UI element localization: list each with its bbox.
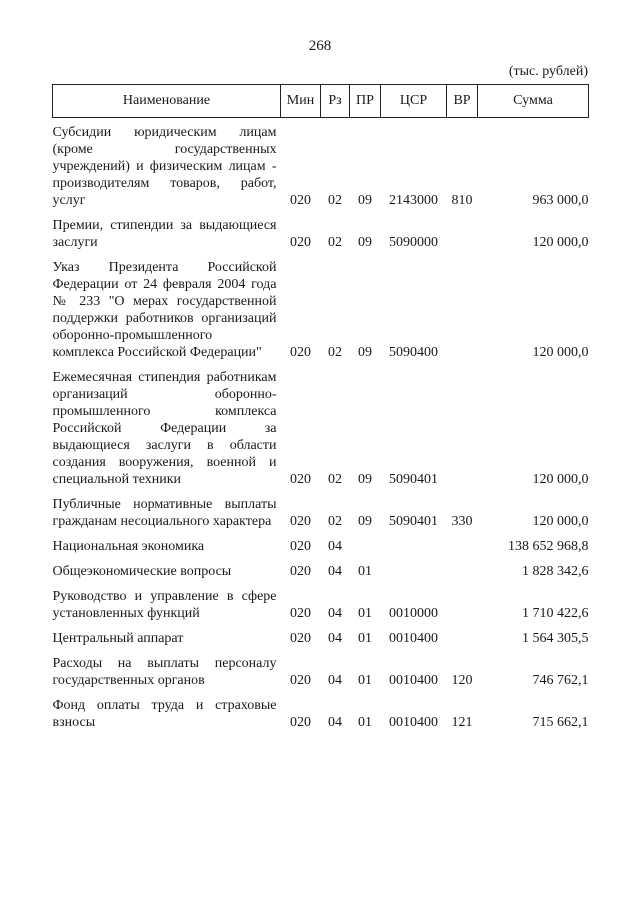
table-row (53, 532, 589, 557)
table-row (53, 624, 589, 649)
row-vr: 810 (451, 193, 473, 208)
table-row (53, 118, 589, 212)
table-row (53, 490, 589, 532)
table-row (53, 582, 589, 624)
table-row (53, 363, 589, 490)
row-pr: 09 (358, 235, 372, 250)
row-vr (447, 363, 478, 490)
row-vr (447, 211, 478, 253)
row-vr (447, 532, 478, 557)
row-csr (381, 557, 447, 582)
budget-table (52, 84, 589, 733)
row-pr: 01 (358, 564, 372, 579)
header-name: Наименование (53, 85, 281, 118)
row-min: 020 (290, 564, 311, 579)
row-name: Публичные нормативные выплаты гражданам несоциального характера (52, 497, 277, 529)
row-sum: 1 710 422,6 (522, 606, 589, 621)
header-pr: ПР (350, 85, 381, 118)
row-vr: 121 (451, 715, 473, 730)
row-sum: 963 000,0 (532, 193, 589, 208)
row-sum: 120 000,0 (532, 472, 589, 487)
row-vr: 120 (451, 673, 473, 688)
row-name: Руководство и управление в сфере установленных функций (52, 589, 277, 621)
row-rz: 04 (328, 715, 342, 730)
row-pr: 01 (358, 606, 372, 621)
row-name: Указ Президента Российской Федерации от 24 февраля 2004 года № 233 "О мерах государственной поддержки работников организаций оборонно-промышленного комплекса Российской Федерации" (52, 260, 277, 360)
row-pr: 01 (358, 631, 372, 646)
row-csr: 2143000 (389, 193, 438, 208)
table-header-row (53, 85, 589, 118)
header-csr: ЦСР (381, 85, 447, 118)
row-rz: 02 (328, 235, 342, 250)
table-row (53, 557, 589, 582)
row-csr: 5090401 (389, 514, 438, 529)
row-csr: 0010000 (389, 606, 438, 621)
row-min: 020 (290, 235, 311, 250)
row-name: Расходы на выплаты персоналу государственных органов (52, 656, 277, 688)
row-pr: 01 (358, 715, 372, 730)
table-row (53, 691, 589, 733)
row-pr: 09 (358, 514, 372, 529)
row-name: Центральный аппарат (52, 631, 184, 646)
row-min: 020 (290, 631, 311, 646)
row-min: 020 (290, 472, 311, 487)
table-row (53, 211, 589, 253)
row-sum: 715 662,1 (532, 715, 589, 730)
row-min: 020 (290, 606, 311, 621)
row-rz: 04 (328, 539, 342, 554)
row-min: 020 (290, 673, 311, 688)
row-rz: 04 (328, 631, 342, 646)
table-row (53, 253, 589, 363)
row-rz: 02 (328, 345, 342, 360)
row-rz: 04 (328, 606, 342, 621)
row-sum: 138 652 968,8 (508, 539, 589, 554)
header-min: Мин (281, 85, 321, 118)
row-min: 020 (290, 514, 311, 529)
row-csr: 5090400 (389, 345, 438, 360)
row-rz: 04 (328, 673, 342, 688)
row-sum: 746 762,1 (532, 673, 589, 688)
row-vr (447, 582, 478, 624)
row-rz: 02 (328, 193, 342, 208)
row-name: Премии, стипендии за выдающиеся заслуги (52, 218, 277, 250)
row-csr: 5090000 (389, 235, 438, 250)
row-vr (447, 557, 478, 582)
row-sum: 1 828 342,6 (522, 564, 589, 579)
row-name: Национальная экономика (52, 539, 205, 554)
row-min: 020 (290, 345, 311, 360)
row-name: Общеэкономические вопросы (52, 564, 232, 579)
row-min: 020 (290, 193, 311, 208)
row-min: 020 (290, 715, 311, 730)
row-pr: 01 (358, 673, 372, 688)
row-vr (447, 624, 478, 649)
row-min: 020 (290, 539, 311, 554)
row-pr: 09 (358, 345, 372, 360)
row-pr: 09 (358, 472, 372, 487)
units-label: (тыс. рублей) (508, 64, 588, 79)
row-csr: 0010400 (389, 715, 438, 730)
row-name: Ежемесячная стипендия работникам организаций оборонно-промышленного комплекса Российской Федерации за выдающиеся заслуги в области создания вооружения, военной и специальной техники (52, 370, 277, 487)
header-rz: Рз (321, 85, 350, 118)
row-sum: 1 564 305,5 (522, 631, 589, 646)
row-rz: 04 (328, 564, 342, 579)
header-vr: ВР (447, 85, 478, 118)
row-rz: 02 (328, 472, 342, 487)
row-sum: 120 000,0 (532, 235, 589, 250)
row-sum: 120 000,0 (532, 345, 589, 360)
row-csr: 5090401 (389, 472, 438, 487)
row-name: Фонд оплаты труда и страховые взносы (52, 698, 277, 730)
row-pr: 09 (358, 193, 372, 208)
page-number: 268 (308, 38, 332, 54)
row-vr: 330 (451, 514, 473, 529)
row-csr: 0010400 (389, 631, 438, 646)
table-row (53, 649, 589, 691)
table-body (53, 118, 589, 734)
row-name: Субсидии юридическим лицам (кроме государственных учреждений) и физическим лицам - производителям товаров, работ, услуг (52, 125, 277, 208)
row-sum: 120 000,0 (532, 514, 589, 529)
row-pr (350, 532, 381, 557)
row-csr (381, 532, 447, 557)
row-rz: 02 (328, 514, 342, 529)
row-vr (447, 253, 478, 363)
row-csr: 0010400 (389, 673, 438, 688)
header-sum: Сумма (478, 85, 589, 118)
